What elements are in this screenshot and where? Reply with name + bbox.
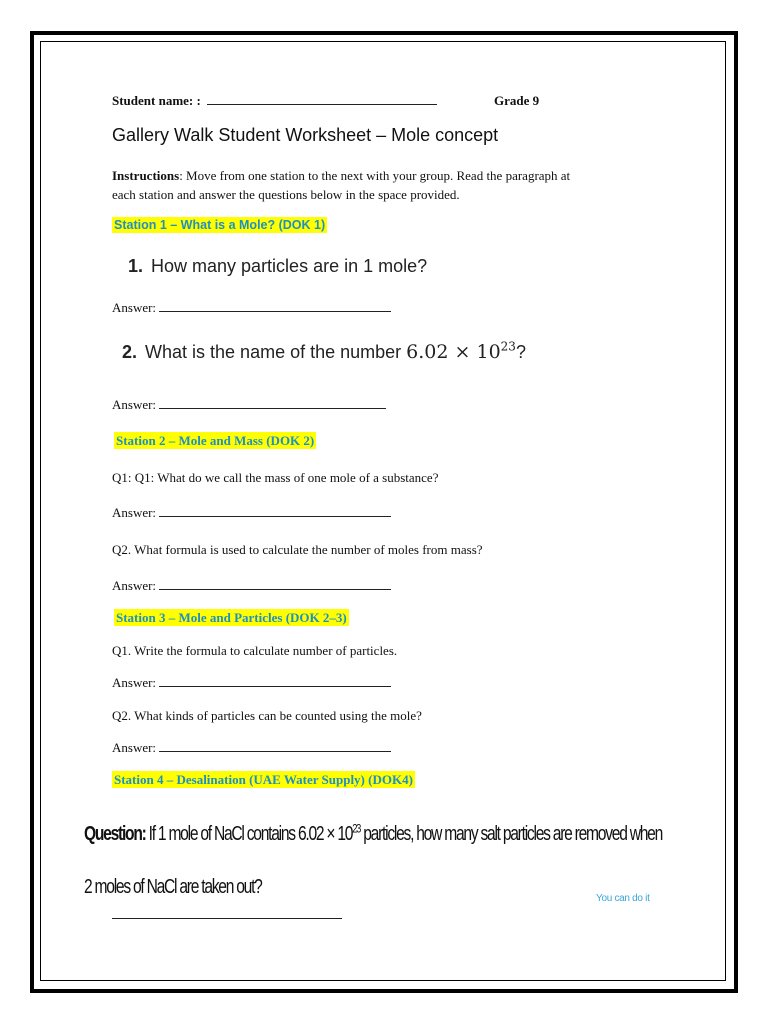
- station3-heading: [114, 610, 349, 626]
- station2-q2: Q2. What formula is used to calculate the number of moles from mass?: [112, 542, 483, 557]
- student-name-blank[interactable]: [207, 103, 437, 105]
- encouragement-note: You can do it: [596, 893, 650, 904]
- instructions: [112, 166, 570, 204]
- station1-q1-number: 1.: [128, 256, 144, 276]
- answer-label: Answer:: [112, 397, 157, 412]
- station4-heading-text: Station 4 – Desalination (UAE Water Supply) (DOK4): [114, 772, 413, 787]
- station3-answer1: [112, 675, 391, 691]
- answer-label: Answer:: [112, 675, 157, 690]
- answer-blank[interactable]: [159, 750, 391, 752]
- question-text-a: If 1 mole of NaCl contains: [148, 823, 295, 845]
- avogadro-number: [406, 341, 516, 363]
- answer-blank[interactable]: [159, 515, 391, 517]
- avogadro-base: 6.02 × 10: [406, 341, 501, 363]
- station3-q2: Q2. What kinds of particles can be counted using the mole?: [112, 708, 422, 723]
- question-label: Question:: [84, 823, 146, 845]
- station3-answer2: [112, 740, 391, 756]
- answer-blank[interactable]: [159, 407, 386, 409]
- question-avogadro-base: 6.02 × 10: [297, 823, 353, 845]
- station4-question: [84, 823, 662, 846]
- student-name-label: Student name: :: [112, 93, 201, 108]
- instructions-label: Instructions: [112, 168, 180, 183]
- station2-answer1: [112, 505, 391, 521]
- station3-q1: Q1. Write the formula to calculate number of particles.: [112, 643, 398, 658]
- question-avogadro-exponent: 23: [352, 821, 361, 836]
- station2-heading-text: Station 2 – Mole and Mass (DOK 2): [116, 433, 315, 448]
- station1-answer1: [112, 300, 391, 316]
- station4-question-line2: 2 moles of NaCl are taken out?: [84, 876, 262, 898]
- answer-blank[interactable]: [159, 588, 391, 590]
- answer-label: Answer:: [112, 578, 157, 593]
- question-avogadro: [298, 823, 360, 845]
- answer-blank[interactable]: [159, 685, 391, 687]
- station2-q1: Q1: Q1: What do we call the mass of one mole of a substance?: [112, 470, 439, 485]
- station2-answer2: [112, 578, 391, 594]
- answer-label: Answer:: [112, 740, 157, 755]
- station1-q1: [128, 256, 427, 277]
- worksheet-title: Gallery Walk Student Worksheet – Mole concept: [112, 125, 499, 145]
- station4-answer-blank[interactable]: [112, 918, 342, 919]
- station3-heading-text: Station 3 – Mole and Particles (DOK 2–3): [116, 610, 347, 625]
- question-text-b: particles, how many salt particles are removed when: [363, 823, 663, 845]
- answer-label: Answer:: [112, 300, 157, 315]
- station1-heading-text: Station 1 – What is a Mole? (DOK 1): [114, 218, 326, 232]
- station1-q2-text: What is the name of the number: [145, 342, 402, 362]
- station1-q2-number: 2.: [122, 342, 138, 362]
- station2-heading: [114, 433, 316, 449]
- avogadro-exponent: 23: [500, 339, 516, 354]
- grade-label: Grade 9: [494, 93, 540, 108]
- instructions-text: : Move from one station to the next with your group. Read the paragraph at: [179, 168, 571, 183]
- student-name-row: [112, 93, 437, 109]
- station1-q2-end: ?: [515, 342, 526, 362]
- answer-label: Answer:: [112, 505, 157, 520]
- instructions-text-2: each station and answer the questions below in the space provided.: [112, 187, 460, 202]
- station1-answer2: [112, 397, 386, 413]
- answer-blank[interactable]: [159, 310, 391, 312]
- station1-q1-text: How many particles are in 1 mole?: [151, 256, 428, 276]
- station4-heading: [112, 772, 415, 788]
- station1-q2: [122, 341, 526, 363]
- station1-heading: [112, 218, 327, 232]
